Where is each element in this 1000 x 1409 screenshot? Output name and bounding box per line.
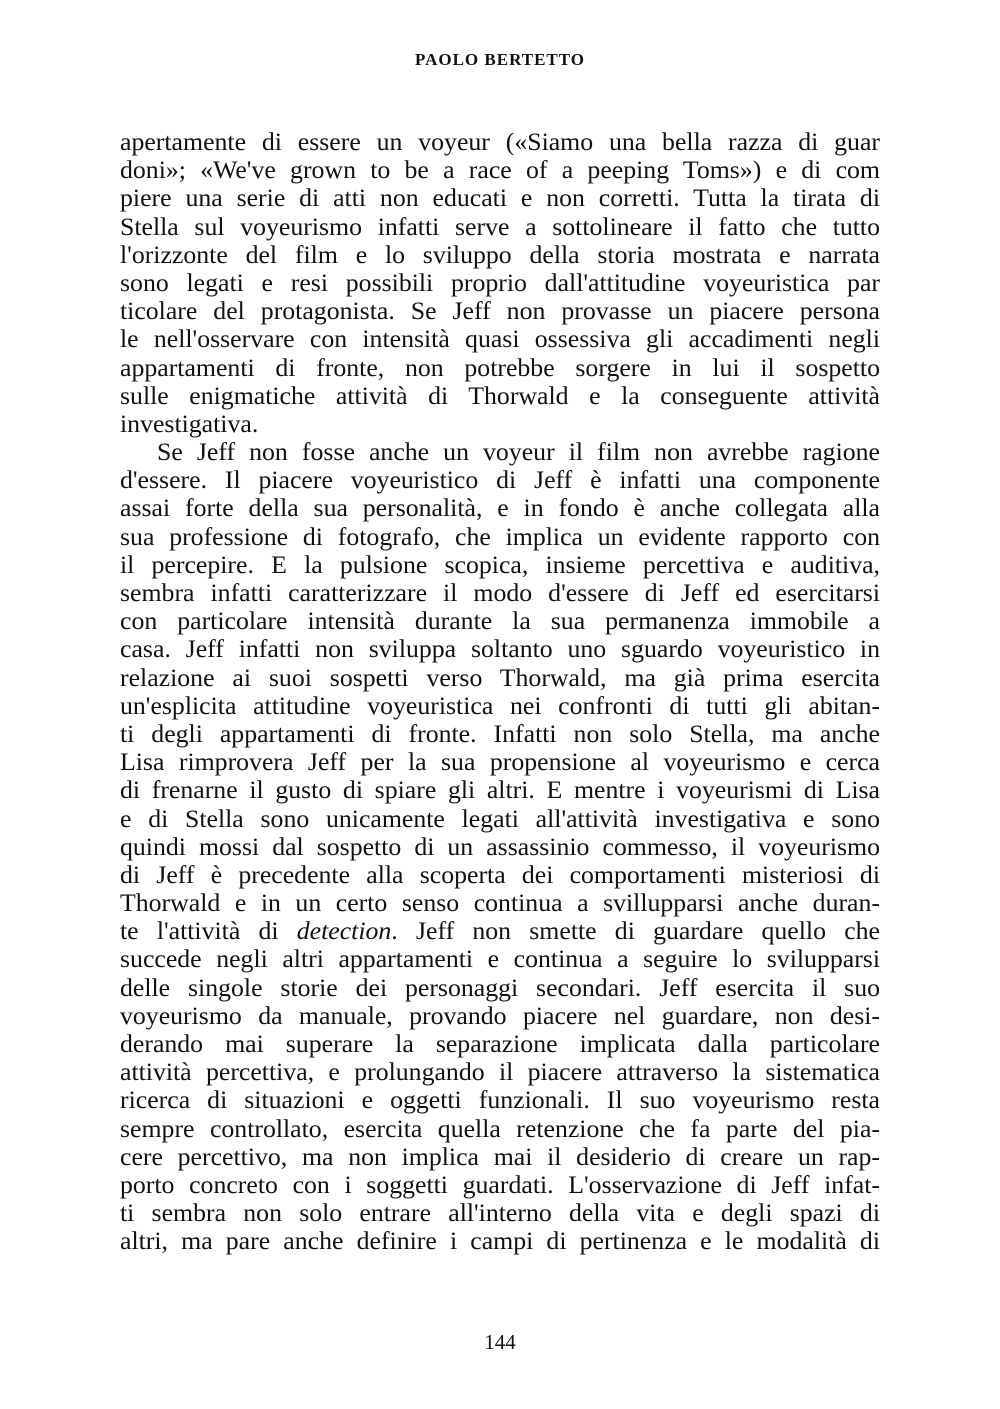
- text-line: apertamente di essere un voyeur («Siamo una bella razza di guar: [120, 127, 880, 156]
- text-line: voyeurismo da manuale, provando piacere nel guardare, non desi-: [120, 1000, 880, 1030]
- text-line: casa. Jeff infatti non sviluppa soltanto uno sguardo voyeuristico in: [120, 634, 880, 664]
- text-line: e di Stella sono unicamente legati all'attività investigativa e sono: [120, 803, 880, 833]
- text-line: quindi mossi dal sospetto di un assassinio commesso, il voyeurismo: [120, 831, 880, 861]
- text-line: succede negli altri appartamenti e continua a seguire lo svilupparsi: [120, 944, 880, 974]
- text-line: ti degli appartamenti di fronte. Infatti non solo Stella, ma anche: [120, 718, 880, 748]
- text-line: Stella sul voyeurismo infatti serve a sottolineare il fatto che tutto: [120, 211, 880, 241]
- text-segment: te l'attività di: [120, 916, 297, 946]
- page-number: 144: [484, 1330, 516, 1354]
- text-line: sulle enigmatiche attività di Thorwald e la conseguente attività: [120, 380, 880, 410]
- text-line: Thorwald e in un certo senso continua a svillupparsi anche duran-: [120, 888, 880, 918]
- text-line-detection: [120, 917, 880, 945]
- text-line: d'essere. Il piacere voyeuristico di Jeff è infatti una componente: [120, 465, 880, 495]
- text-segment: . Jeff non smette di guardare quello che: [391, 916, 880, 946]
- text-line: delle singole storie dei personaggi secondari. Jeff esercita il suo: [120, 972, 880, 1002]
- text-line: il percepire. E la pulsione scopica, insieme percettiva e auditiva,: [120, 549, 880, 579]
- text-line: l'orizzonte del film e lo sviluppo della storia mostrata e narrata: [120, 239, 880, 269]
- text-line: con particolare intensità durante la sua permanenza immobile a: [120, 606, 880, 636]
- running-head: PAOLO BERTETTO: [414, 50, 586, 69]
- text-line: ti sembra non solo entrare all'interno della vita e degli spazi di: [120, 1198, 880, 1228]
- text-line: Se Jeff non fosse anche un voyeur il film non avrebbe ragione: [157, 437, 880, 467]
- text-line: sembra infatti caratterizzare il modo d'essere di Jeff ed esercitarsi: [120, 578, 880, 607]
- paragraph-2: [120, 438, 880, 1255]
- text-line: di frenarne il gusto di spiare gli altri. E mentre i voyeurismi di Lisa: [120, 775, 880, 805]
- text-line: ticolare del protagonista. Se Jeff non provasse un piacere persona: [120, 296, 880, 326]
- text-line: Lisa rimprovera Jeff per la sua propensione al voyeurismo e cerca: [120, 747, 880, 777]
- text-line: porto concreto con i soggetti guardati. L'osservazione di Jeff infat-: [120, 1169, 880, 1199]
- text-line: attività percettiva, e prolungando il piacere attraverso la sistematica: [120, 1057, 880, 1087]
- text-line: altri, ma pare anche definire i campi di pertinenza e le modalità di: [120, 1226, 880, 1256]
- body-text: [120, 128, 880, 1256]
- text-line: relazione ai suoi sospetti verso Thorwald, ma già prima esercita: [120, 662, 880, 692]
- text-line: sono legati e resi possibili proprio dall'attitudine voyeuristica par: [120, 267, 880, 297]
- text-line: appartamenti di fronte, non potrebbe sorgere in lui il sospetto: [120, 352, 880, 382]
- text-line: investigativa.: [120, 408, 259, 438]
- text-line: le nell'osservare con intensità quasi ossessiva gli accadimenti negli: [120, 324, 880, 354]
- text-line: sempre controllato, esercita quella retenzione che fa parte del pia-: [120, 1113, 880, 1143]
- text-line: derando mai superare la separazione implicata dalla particolare: [120, 1029, 880, 1058]
- paragraph-1: [120, 128, 880, 438]
- text-line: doni»; «We've grown to be a race of a peeping Toms») e di com: [120, 155, 880, 185]
- text-line: di Jeff è precedente alla scoperta dei comportamenti misteriosi di: [120, 859, 880, 889]
- text-line: assai forte della sua personalità, e in fondo è anche collegata alla: [120, 493, 880, 523]
- text-line: ricerca di situazioni e oggetti funzionali. Il suo voyeurismo resta: [120, 1085, 880, 1115]
- text-line: un'esplicita attitudine voyeuristica nei confronti di tutti gli abitan-: [120, 690, 880, 720]
- text-line: cere percettivo, ma non implica mai il desiderio di creare un rap-: [120, 1141, 880, 1171]
- emphasized-term: detection: [296, 916, 392, 946]
- text-line: sua professione di fotografo, che implica un evidente rapporto con: [120, 521, 880, 551]
- text-line: piere una serie di atti non educati e non corretti. Tutta la tirata di: [120, 183, 880, 213]
